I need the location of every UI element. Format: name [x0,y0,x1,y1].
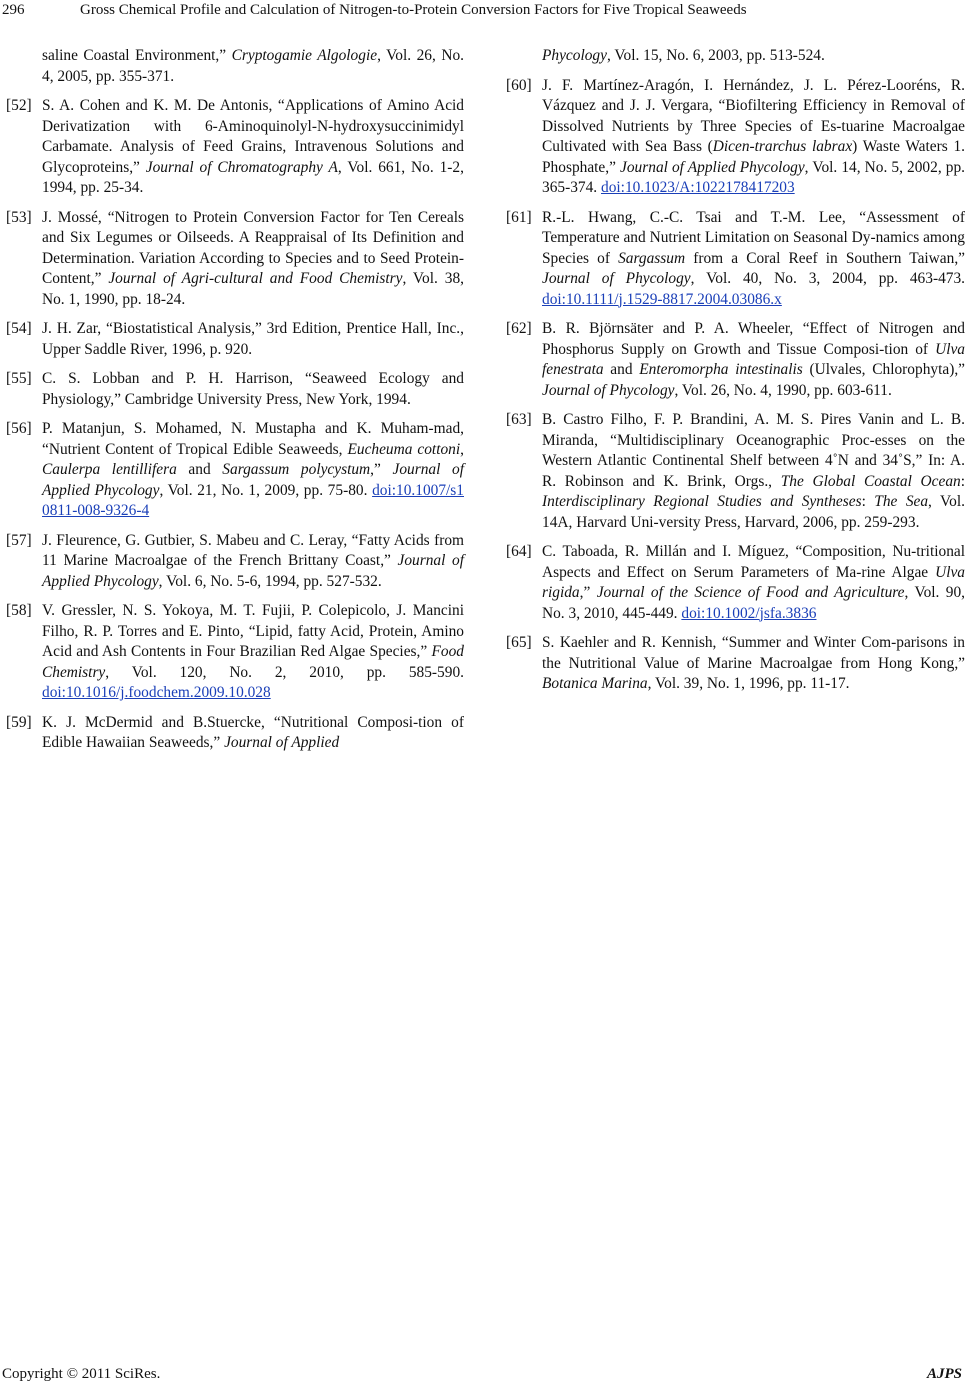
reference-entry [6,319,464,360]
italic-text: Caulerpa lentillifera [42,461,177,478]
reference-entry [506,410,965,533]
italic-text: Interdisciplinary Regional Studies and Syntheses [542,493,862,510]
reference-text: B. Castro Filho, F. P. Brandini, A. M. S. Pires Vanin and L. B. Miranda, “Multidisciplinary Oceanographic Proc-esses on the Western Atlantic Continental Shelf between 4˚N and 34˚S,” In: A. R. Robinson and K. Brink, Orgs., [542,411,965,490]
italic-text: The Global Coastal Ocean [780,472,961,490]
italic-text: Enteromorpha intestinalis [639,361,803,378]
reference-number: [64] [506,543,532,560]
italic-text: Sargassum [618,249,686,267]
reference-entry [6,419,464,522]
reference-text: , Vol. 40, No. 3, 2004, pp. 463-473. [690,270,966,287]
doi-link[interactable]: doi:10.1111/j.1529-8817.2004.03086.x [542,290,782,308]
reference-entry [6,601,464,704]
italic-text: Cryptogamie Algologie [231,47,378,64]
reference-text: B. R. Björnsäter and P. A. Wheeler, “Effect of Nitrogen and Phosphorus Supply on Growth and Tissue Composi-tion of [542,320,965,358]
reference-number: [62] [506,320,532,337]
italic-text: Botanica Marina [542,675,648,692]
reference-text: R.-L. Hwang, C.-C. Tsai and T.-M. Lee, “Assessment of Temperature and Nutrient Limitation on Seasonal Dy-namics among Species of [542,208,965,267]
reference-text: ) Waste Waters 1. Phosphate,” [542,138,965,176]
reference-text: P. Matanjun, S. Mohamed, N. Mustapha and K. Muham-mad, “Nutrient Content of Tropical Edible Seaweeds, [42,420,464,458]
reference-entry [6,208,464,311]
italic-text: Journal of Applied [224,734,340,751]
reference-number: [53] [6,208,32,226]
running-title: Gross Chemical Profile and Calculation of Nitrogen-to-Protein Conversion Factors for Five Tropical Seaweeds [80,2,747,18]
reference-text: , Vol. 15, No. 6, 2003, pp. 513-524. [606,47,825,64]
doi-link[interactable]: doi:10.1016/j.foodchem.2009.10.028 [42,684,271,701]
italic-text: Journal of Applied Phycology [42,461,464,499]
reference-text: (Ulvales, Chlorophyta),” [802,361,966,378]
reference-entry [6,713,464,754]
reference-text: : [861,493,875,510]
doi-link[interactable]: doi:10.1002/jsfa.3836 [681,604,817,622]
italic-text: Food Chemistry [42,643,464,681]
italic-text: Journal of Applied Phycology [620,158,805,176]
reference-text: and [176,461,223,478]
reference-text: S. A. Cohen and K. M. De Antonis, “Applications of Amino Acid Derivatization with 6-Aminoquinolyl-N-hydroxysuccinimidyl Carbamate. Analysis of Feed Grains, Intravenous Solutions and Glycoproteins,” [42,97,464,176]
italic-text: Dicen-trarchus labrax [712,138,853,155]
page-footer [0,1364,968,1384]
page-number: 296 [2,2,25,18]
reference-text: S. Kaehler and R. Kennish, “Summer and Winter Com-parisons in the Nutritional Value of Marine Macroalgae from Hong Kong,” [542,634,965,672]
reference-number: [55] [6,370,32,387]
reference-entry [506,76,965,199]
reference-continuation [6,46,464,87]
reference-number: [59] [6,713,32,731]
reference-text: , Vol. 6, No. 5-6, 1994, pp. 527-532. [158,572,382,590]
italic-text: Sargassum polycystum [222,461,371,478]
reference-text: V. Gressler, N. S. Yokoya, M. T. Fujii, P. Colepicolo, J. Mancini Filho, R. P. Torres and E. Pinto, “Lipid, fatty Acid, Protein, Amino Acid and Ash Contents in Four Brazilian Red Algae Species,” [42,602,464,660]
reference-number: [57] [6,531,32,549]
reference-entry [6,369,464,410]
doi-link[interactable]: doi:10.1007/s10811-008-9326-4 [42,481,464,519]
reference-text: , Vol. 21, No. 1, 2009, pp. 75-80. [159,481,373,499]
reference-text: , Vol. 26, No. 4, 2005, pp. 355-371. [42,47,464,85]
reference-text: K. J. McDermid and B.Stuercke, “Nutritional Composi-tion of Edible Hawaiian Seaweeds,” [42,713,464,751]
reference-text: , Vol. 14, No. 5, 2002, pp. 365-374. [542,158,965,196]
reference-entry [506,542,965,624]
reference-text: ,” [370,461,393,478]
reference-number: [58] [6,602,32,619]
reference-text: : [960,472,965,490]
italic-text: Journal of Phycology [542,270,691,287]
reference-text: , Vol. 39, No. 1, 1996, pp. 11-17. [647,675,850,692]
italic-text: Ulva rigida [542,563,965,601]
reference-text: J. H. Zar, “Biostatistical Analysis,” 3rd Edition, Prentice Hall, Inc., Upper Saddle River, 1996, p. 920. [42,320,464,358]
copyright-notice: Copyright © 2011 SciRes. [2,1366,161,1382]
reference-text: J. Fleurence, G. Gutbier, S. Mabeu and C. Leray, “Fatty Acids from 11 Marine Macroalgae of the French Brittany Coast,” [42,531,464,569]
journal-abbreviation: AJPS [926,1366,962,1382]
italic-text: Journal of Phycology [542,381,675,399]
right-column [506,46,965,704]
reference-number: [54] [6,320,32,337]
reference-number: [63] [506,411,532,428]
reference-number: [65] [506,634,532,651]
italic-text: Journal of the Science of Food and Agriculture [596,584,905,601]
page-header [0,0,968,26]
italic-text: Phycology [542,47,607,64]
reference-entry [6,531,464,593]
reference-continuation [506,46,965,67]
italic-text: Journal of Chromatography A [145,158,338,176]
left-column [6,46,464,763]
reference-text: C. Taboada, R. Millán and I. Míguez, “Composition, Nu-tritional Aspects and Effect on Serum Parameters of Ma-rine Algae [542,543,965,581]
reference-entry [506,633,965,695]
reference-text: , Vol. 90, No. 3, 2010, 445-449. [542,584,965,622]
reference-text: , Vol. 26, No. 4, 1990, pp. 603-611. [674,381,892,399]
doi-link[interactable]: doi:10.1023/A:1022178417203 [601,179,795,196]
reference-text: , Vol. 14A, Harvard Uni-versity Press, Harvard, 2006, pp. 259-293. [542,493,966,531]
reference-number: [61] [506,208,532,226]
reference-text: J. Mossé, “Nitrogen to Protein Conversion Factor for Ten Cereals and Six Legumes or Oilseeds. A Reappraisal of Its Definition and Determination. Variation According to Species and to Seed Protein-Content,” [42,208,464,287]
reference-entry [506,319,965,401]
italic-text: Journal of Agri-cultural and Food Chemistry [108,270,403,287]
reference-text: , [460,440,464,458]
italic-text: The Sea [874,493,929,510]
reference-text: ,” [579,584,597,601]
reference-entry [6,96,464,199]
reference-text: C. S. Lobban and P. H. Harrison, “Seaweed Ecology and Physiology,” Cambridge University Press, New York, 1994. [42,370,464,408]
reference-entry [506,208,965,311]
reference-number: [60] [506,76,532,94]
reference-text: and [603,361,640,378]
reference-text: from a Coral Reef in Southern Taiwan,” [685,249,965,267]
reference-text: , Vol. 120, No. 2, 2010, pp. 585-590. [105,663,464,681]
reference-number: [52] [6,97,32,114]
reference-text: saline Coastal Environment,” [42,47,232,64]
italic-text: Journal of Applied Phycology [42,552,464,590]
reference-number: [56] [6,420,32,437]
reference-text: , Vol. 661, No. 1-2, 1994, pp. 25-34. [42,158,464,196]
italic-text: Ulva fenestrata [542,340,965,378]
italic-text: Eucheuma cottoni [347,440,461,458]
reference-text: , Vol. 38, No. 1, 1990, pp. 18-24. [42,270,465,308]
reference-text: J. F. Martínez-Aragón, I. Hernández, J. L. Pérez-Looréns, R. Vázquez and J. J. Vergara, “Biofiltering Efficiency in Removal of Dissolved Nutrients by Three Species of Es-tuarine Macroalgae Cultivated with Sea Bass ( [542,76,965,155]
